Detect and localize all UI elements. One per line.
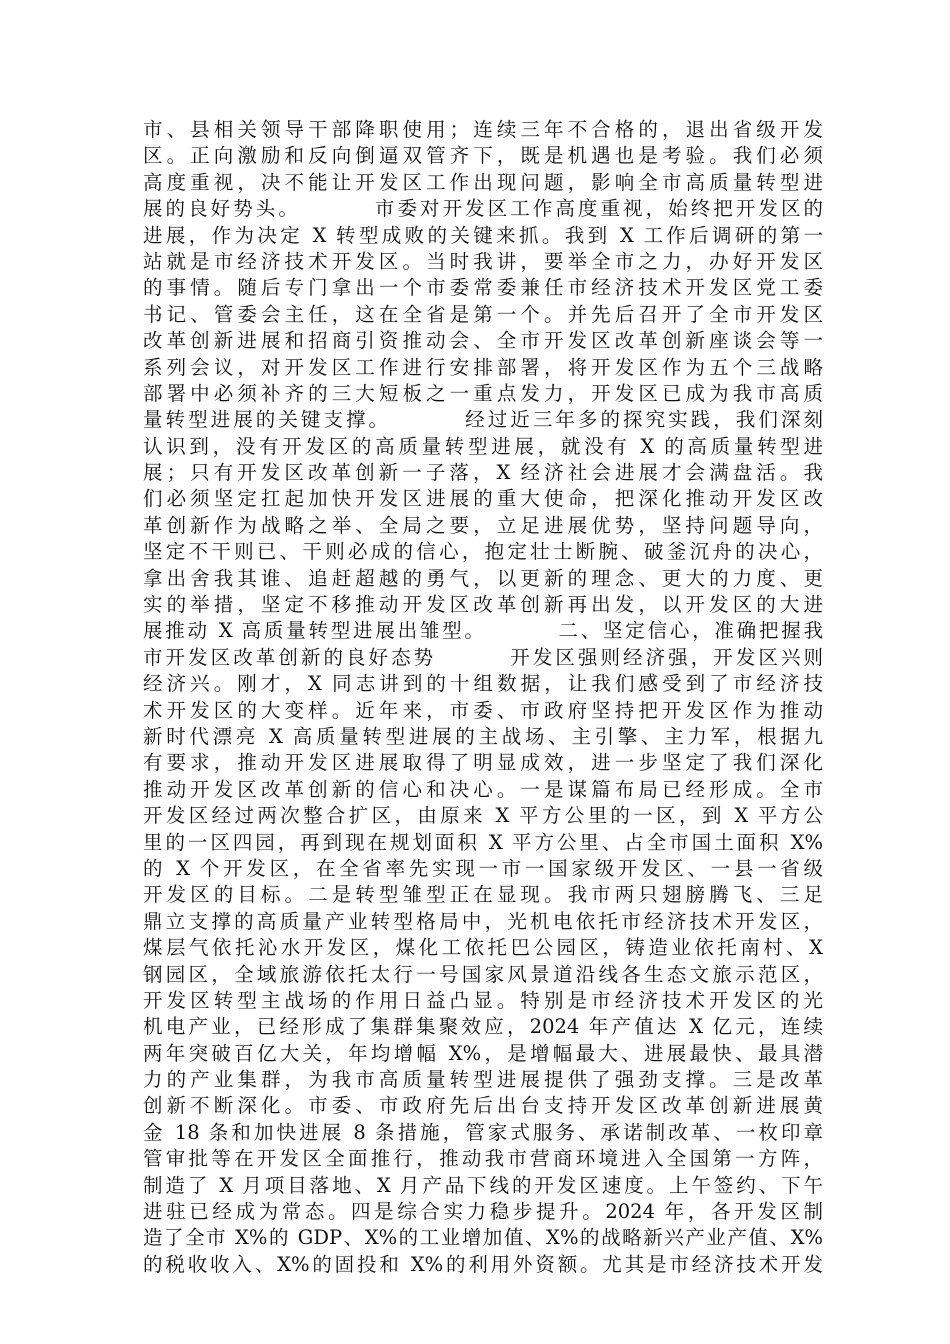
text-line: 开发区经过两次整合扩区，由原来 X 平方公里的一区，到 X 平方公: [143, 804, 823, 828]
text-line: 新时代漂亮 X 高质量转型进展的主战场、主引擎、主力军，根据九: [143, 724, 823, 748]
text-line: 力的产业集群，为我市高质量转型进展提供了强劲支撑。三是改革: [143, 1068, 823, 1092]
text-line: 有要求，推动开发区进展取得了明显成效，进一步坚定了我们深化: [143, 751, 823, 775]
text-line: 区。正向激励和反向倒逼双管齐下，既是机遇也是考验。我们必须: [143, 144, 823, 168]
text-line: 量转型进展的关键支撑。 经过近三年多的探究实践，我们深刻: [143, 408, 823, 432]
text-line: 创新不断深化。市委、市政府先后出台支持开发区改革创新进展黄: [143, 1094, 823, 1118]
text-line: 鼎立支撑的高质量产业转型格局中，光机电依托市经济技术开发区，: [143, 909, 823, 933]
text-line: 书记、管委会主任，这在全省是第一个。并先后召开了全市开发区: [143, 302, 823, 326]
text-line: 机电产业，已经形成了集群集聚效应，2024 年产值达 X 亿元，连续: [143, 1015, 823, 1039]
text-line: 经济兴。刚才，X 同志讲到的十组数据，让我们感受到了市经济技: [143, 672, 823, 696]
text-line: 高度重视，决不能让开发区工作出现问题，影响全市高质量转型进: [143, 170, 823, 194]
text-line: 制造了 X 月项目落地、X 月产品下线的开发区速度。上午签约、下午: [143, 1173, 823, 1197]
text-line: 市、县相关领导干部降职使用；连续三年不合格的，退出省级开发: [143, 118, 823, 141]
text-line: 金 18 条和加快进展 8 条措施，管家式服务、承诺制改革、一枚印章: [143, 1120, 823, 1144]
text-line: 术开发区的大变样。近年来，市委、市政府坚持把开发区作为推动: [143, 698, 823, 722]
body-text: [143, 117, 823, 1278]
text-line: 的税收收入、X%的固投和 X%的利用外资额。尤其是市经济技术开发: [143, 1252, 823, 1276]
text-line: 里的一区四园，再到现在规划面积 X 平方公里、占全市国土面积 X%: [143, 830, 823, 854]
text-line: 进展，作为决定 X 转型成败的关键来抓。我到 X 工作后调研的第一: [143, 223, 823, 247]
text-line: 坚定不干则已、干则必成的信心，抱定壮士断腕、破釜沉舟的决心，: [143, 540, 823, 564]
text-line: 展；只有开发区改革创新一子落，X 经济社会进展才会满盘活。我: [143, 461, 823, 485]
text-line: 拿出舍我其谁、追赶超越的勇气，以更新的理念、更大的力度、更: [143, 566, 823, 590]
text-line: 市开发区改革创新的良好态势 开发区强则经济强，开发区兴则: [143, 645, 823, 669]
text-line: 站就是市经济技术开发区。当时我讲，要举全市之力，办好开发区: [143, 249, 823, 273]
text-line: 展的良好势头。 市委对开发区工作高度重视，始终把开发区的: [143, 197, 823, 221]
text-line: 认识到，没有开发区的高质量转型进展，就没有 X 的高质量转型进: [143, 434, 823, 458]
text-line: 部署中必须补齐的三大短板之一重点发力，开发区已成为我市高质: [143, 381, 823, 405]
text-line: 两年突破百亿大关，年均增幅 X%，是增幅最大、进展最快、最具潜: [143, 1041, 823, 1065]
text-line: 推动开发区改革创新的信心和决心。一是谋篇布局已经形成。全市: [143, 777, 823, 801]
text-line: 改革创新进展和招商引资推动会、全市开发区改革创新座谈会等一: [143, 329, 823, 353]
text-line: 进驻已经成为常态。四是综合实力稳步提升。2024 年，各开发区制: [143, 1200, 823, 1224]
text-line: 展推动 X 高质量转型进展出雏型。 二、坚定信心，准确把握我: [143, 619, 823, 643]
text-line: 管审批等在开发区全面推行，推动我市营商环境进入全国第一方阵，: [143, 1147, 823, 1171]
text-line: 开发区转型主战场的作用日益凸显。特别是市经济技术开发区的光: [143, 988, 823, 1012]
text-line: 实的举措，坚定不移推动开发区改革创新再出发，以开发区的大进: [143, 593, 823, 617]
text-line: 造了全市 X%的 GDP、X%的工业增加值、X%的战略新兴产业产值、X%: [143, 1226, 823, 1250]
text-line: 的事情。随后专门拿出一个市委常委兼任市经济技术开发区党工委: [143, 276, 823, 300]
text-line: 煤层气依托沁水开发区，煤化工依托巴公园区，铸造业依托南村、X: [143, 936, 823, 960]
text-line: 的 X 个开发区，在全省率先实现一市一国家级开发区、一县一省级: [143, 856, 823, 880]
text-line: 们必须坚定扛起加快开发区进展的重大使命，把深化推动开发区改: [143, 487, 823, 511]
text-line: 钢园区，全域旅游依托太行一号国家风景道沿线各生态文旅示范区，: [143, 962, 823, 986]
text-line: 系列会议，对开发区工作进行安排部署，将开发区作为五个三战略: [143, 355, 823, 379]
text-line: 开发区的目标。二是转型雏型正在显现。我市两只翅膀腾飞、三足: [143, 883, 823, 907]
text-line: 革创新作为战略之举、全局之要，立足进展优势，坚持问题导向，: [143, 513, 823, 537]
